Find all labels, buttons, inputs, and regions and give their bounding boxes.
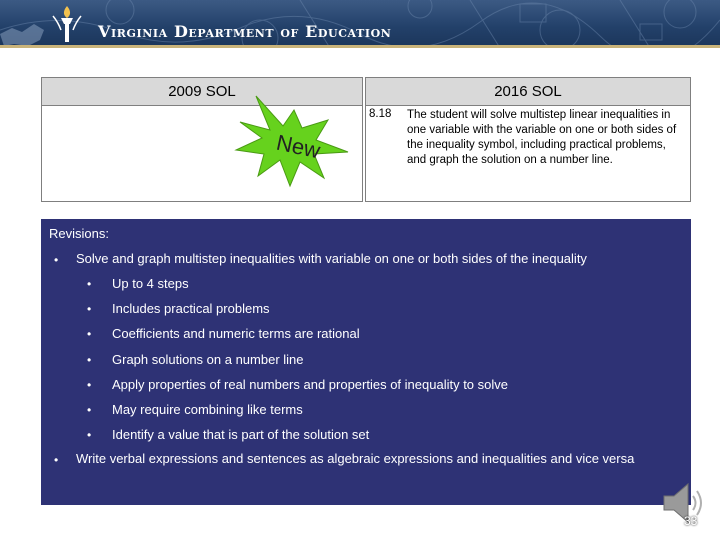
sub-bullet-dot: • [87,403,92,417]
sub-bullet-7: Identify a value that is part of the solution set [112,427,370,442]
revision-bullet-2: Write verbal expressions and sentences as algebraic expressions and inequalities and vice versa [76,451,635,466]
sub-bullet-4: Graph solutions on a number line [112,352,304,367]
sub-bullet-dot: • [87,327,92,341]
sub-bullet-dot: • [87,277,92,291]
revisions-heading: Revisions: [49,226,109,241]
page-number: 33 [684,514,698,528]
sol-description: The student will solve multistep linear inequalities in one variable with the variable on one or both sides of the inequality symbol, including practical problems, and graph the solution on a number line. [407,109,677,166]
sub-bullet-6: May require combining like terms [112,402,303,417]
bullet-dot: • [54,253,59,267]
sub-bullet-dot: • [87,353,92,367]
revision-bullet-1: Solve and graph multistep inequalities with variable on one or both sides of the inequality [76,251,587,266]
banner-divider [0,45,720,48]
sub-bullet-1: Up to 4 steps [112,276,189,291]
sol-2009-header: 2009 SOL [42,78,362,106]
sub-bullet-3: Coefficients and numeric terms are rational [112,326,360,341]
torch-logo-icon [50,4,84,46]
page-title: Virginia Department of Education [98,22,392,41]
sol-2016-column [365,77,691,202]
bullet-dot: • [54,453,59,467]
new-badge-starburst [228,88,358,188]
sol-comparison-table [41,77,691,202]
sub-bullet-5: Apply properties of real numbers and properties of inequality to solve [112,377,508,392]
header-banner [0,0,720,48]
sub-bullet-2: Includes practical problems [112,301,270,316]
sub-bullet-dot: • [87,428,92,442]
sol-number: 8.18 [369,108,392,120]
new-badge-label: New [274,129,323,164]
sub-bullet-dot: • [87,302,92,316]
revisions-panel [41,219,691,505]
sub-bullet-dot: • [87,378,92,392]
sol-2016-header: 2016 SOL [366,78,690,106]
